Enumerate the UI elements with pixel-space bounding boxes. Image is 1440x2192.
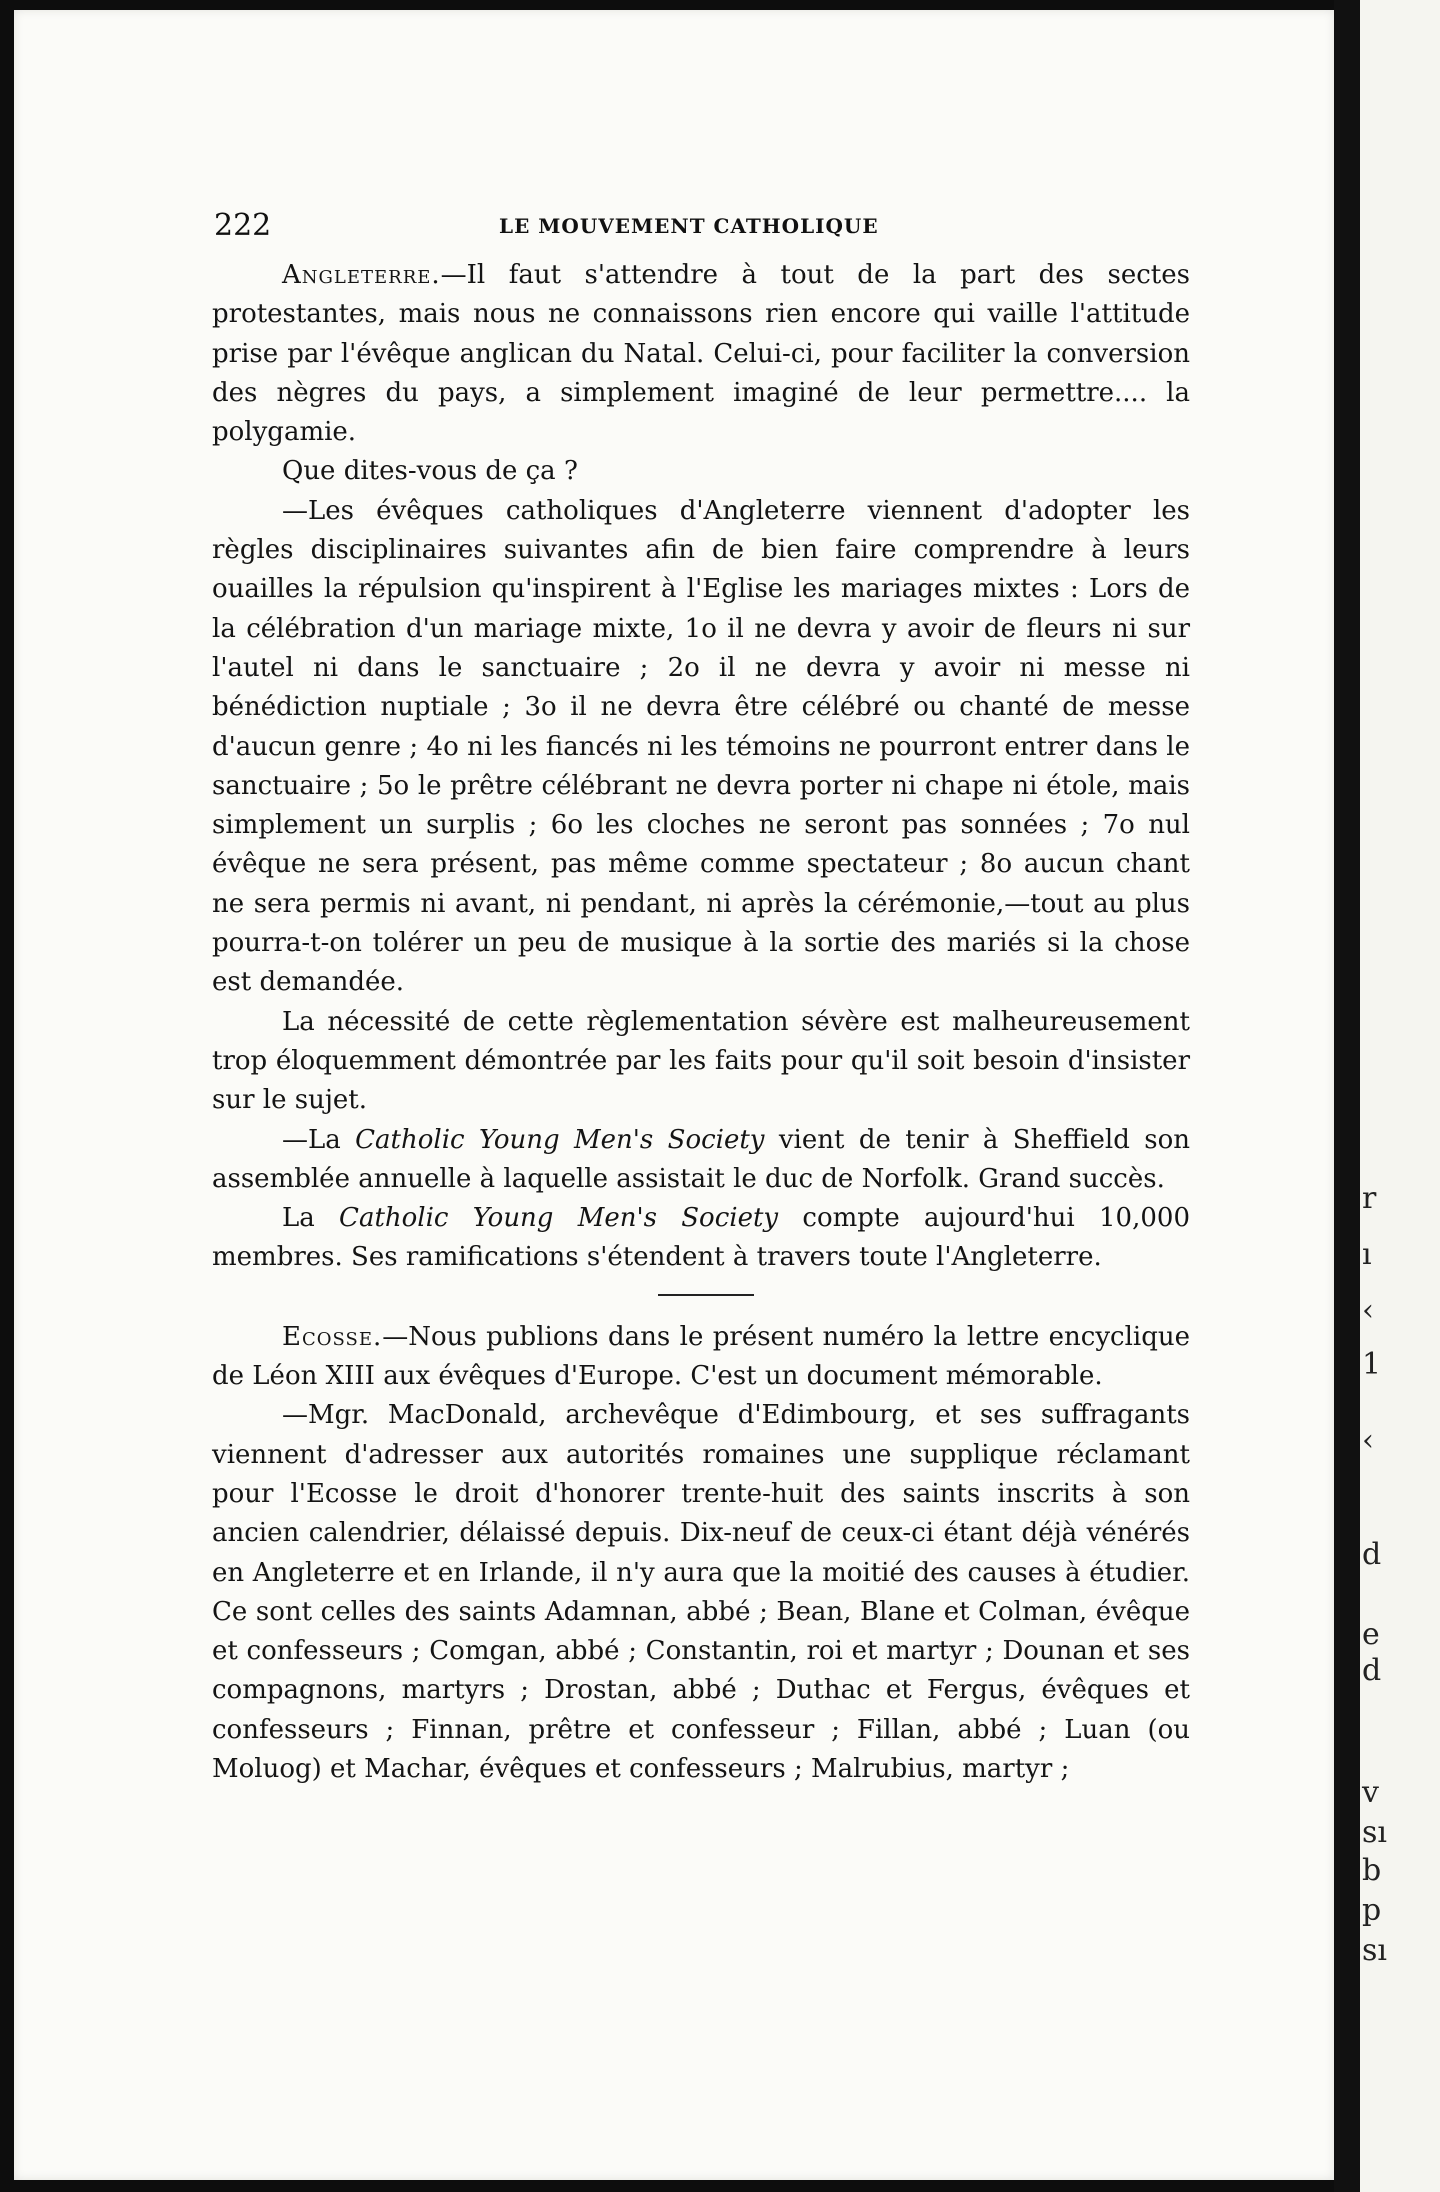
body-text (212, 256, 1190, 1789)
section-divider (212, 1278, 1190, 1318)
facing-page-fragment: v (1362, 1775, 1379, 1810)
divider-rule (658, 1294, 754, 1296)
paragraph-ecosse (212, 1318, 1190, 1397)
binding-gutter (1334, 0, 1360, 2192)
paragraph: —Mgr. MacDonald, archevêque d'Edimbourg, et ses suffragants viennent d'adresser aux autorités romaines une supplique réclamant pour l'Ecosse le droit d'honorer trente-huit des saints inscrits à son ancien calendrier, délaissé depuis. Dix-neuf de ceux-ci étant déjà vénérés en Angleterre et en Irlande, il n'y aura que la moitié des causes à étudier. Ce sont celles des saints Adamnan, abbé ; Bean, Blane et Colman, évêque et confesseurs ; Comgan, abbé ; Constantin, roi et martyr ; Dounan et ses compagnons, martyrs ; Drostan, abbé ; Duthac et Fergus, évêques et confesseurs ; Finnan, prêtre et confesseur ; Fillan, abbé ; Luan (ou Moluog) et Machar, évêques et confesseurs ; Malrubius, martyr ; (212, 1400, 1190, 1784)
facing-page-fragment: b (1362, 1853, 1382, 1888)
facing-page-edge (1360, 0, 1440, 2192)
facing-page-fragment: ‹ (1362, 1423, 1374, 1458)
facing-page-fragment: sı (1362, 1933, 1387, 1968)
page-header (214, 208, 1214, 248)
facing-page-fragment: sı (1362, 1815, 1387, 1850)
text-run: compte aujourd'hui 10,000 membres. Ses ramifications s'étendent à travers toute l'Angleterre. (212, 1203, 1190, 1273)
facing-page-fragment: ‹ (1362, 1293, 1374, 1328)
facing-page-fragment: ı (1362, 1237, 1372, 1272)
paragraph: La nécessité de cette règlementation sévère est malheureusement trop éloquemment démontrée par les faits pour qu'il soit besoin d'insister sur le sujet. (212, 1006, 1190, 1116)
section-lead-ecosse: Ecosse. (282, 1321, 383, 1352)
paragraph-text: —Il faut s'attendre à tout de la part des sectes protestantes, mais nous ne connaissons rien encore qui vaille l'attitude prise par l'évêque anglican du Natal. Celui-ci, pour faciliter la conversion des nègres du pays, a simplement imaginé de leur permettre.... la polygamie. (212, 260, 1190, 448)
paragraph: Que dites-vous de ça ? (282, 456, 578, 487)
facing-page-fragment: r (1362, 1181, 1377, 1216)
facing-page-fragment: d (1362, 1537, 1382, 1572)
paragraph (212, 1121, 1190, 1200)
running-title: LE MOUVEMENT CATHOLIQUE (499, 214, 879, 238)
society-name: Catholic Young Men's Society (355, 1124, 765, 1155)
text-run: La (282, 1203, 340, 1234)
paragraph (212, 1199, 1190, 1278)
facing-page-fragment: p (1362, 1893, 1382, 1928)
paragraph-text: —Nous publions dans le présent numéro la lettre encyclique de Léon XIII aux évêques d'Europe. C'est un document mémorable. (212, 1321, 1190, 1392)
society-name: Catholic Young Men's Society (339, 1203, 779, 1234)
paragraph: —Les évêques catholiques d'Angleterre viennent d'adopter les règles disciplinaires suivantes afin de bien faire comprendre à leurs ouailles la répulsion qu'inspirent à l'Eglise les mariages mixtes : Lors de la célébration d'un mariage mixte, 1o il ne devra y avoir de fleurs ni sur l'autel ni dans le sanctuaire ; 2o il ne devra y avoir ni messe ni bénédiction nuptiale ; 3o il ne devra être célébré ou chanté de messe d'aucun genre ; 4o ni les fiancés ni les témoins ne pourront entrer dans le sanctuaire ; 5o le prêtre célébrant ne devra porter ni chape ni étole, mais simplement un surplis ; 6o les cloches ne seront pas sonnées ; 7o nul évêque ne sera présent, pas même comme spectateur ; 8o aucun chant ne sera permis ni avant, ni pendant, ni après la cérémonie,—tout au plus pourra-t-on tolérer un peu de musique à la sortie des mariés si la chose est demandée. (212, 495, 1190, 998)
facing-page-fragment: e (1362, 1617, 1380, 1652)
text-run: —La (282, 1124, 356, 1155)
paragraph-angleterre (212, 256, 1190, 452)
facing-page-fragment: d (1362, 1653, 1382, 1688)
facing-page-fragment: 1 (1362, 1347, 1382, 1382)
section-lead-angleterre: Angleterre. (282, 260, 441, 290)
text-run: vient de tenir à Sheffield son assemblée annuelle à laquelle assistait le duc de Norfolk. Grand succès. (212, 1124, 1190, 1194)
page-number: 222 (214, 208, 272, 243)
